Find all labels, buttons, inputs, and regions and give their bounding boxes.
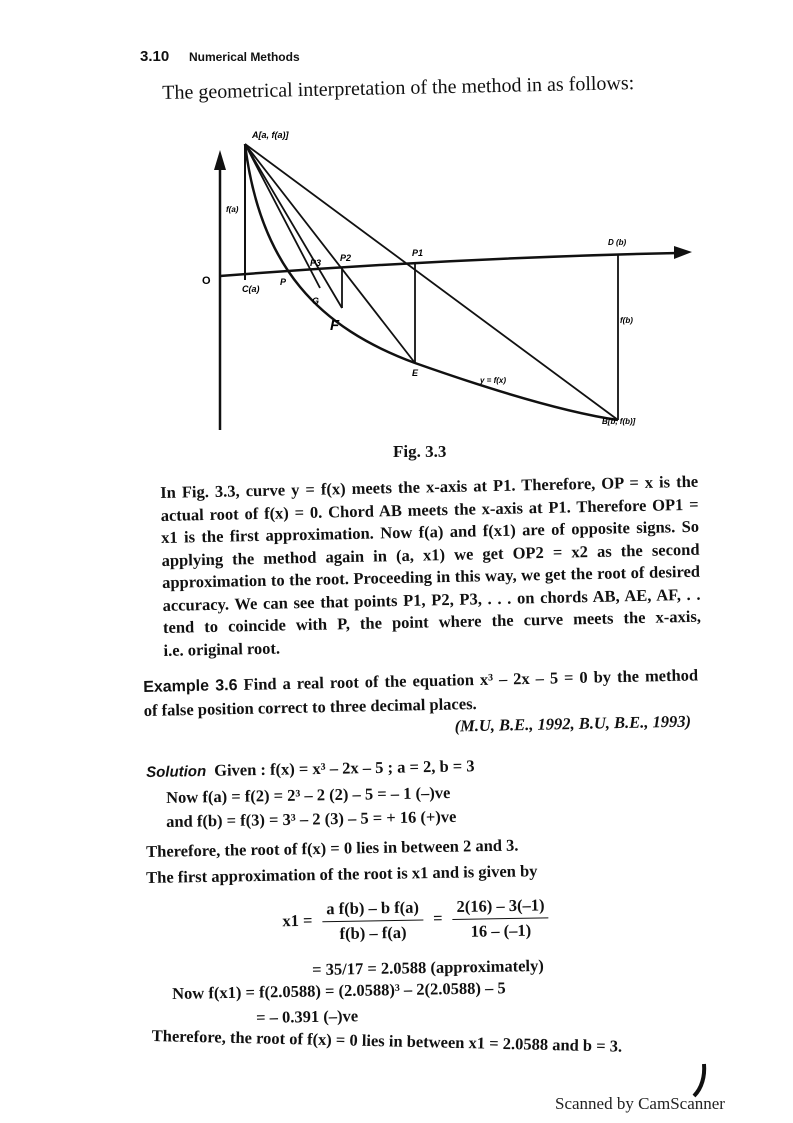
fraction-2-denominator: 16 – (–1): [470, 920, 532, 941]
solution-fb: and f(b) = f(3) = 3³ – 2 (3) – 5 = + 16 (+)ve: [166, 806, 457, 831]
label-fb: f(b): [620, 316, 633, 325]
label-e: E: [412, 368, 419, 378]
fraction-1-numerator: a f(b) – b f(a): [322, 898, 423, 923]
y-axis-arrow: [214, 150, 226, 170]
solution-therefore-2: Therefore, the root of f(x) = 0 lies in between x1 = 2.0588 and b = 3.: [151, 1026, 623, 1056]
fraction-1-denominator: f(b) – f(a): [339, 922, 407, 943]
chord-af: [245, 144, 342, 308]
label-p2: P2: [340, 253, 352, 263]
label-f: F: [330, 317, 340, 334]
paragraph-line: x1 is the first approximation. Now f(a) and f(x1) are of opposite signs. So: [160, 516, 700, 547]
camscanner-watermark: Scanned by CamScanner: [555, 1094, 725, 1113]
label-o: O: [202, 275, 211, 287]
label-p3: P3: [310, 258, 322, 268]
paragraph-explanation: [160, 471, 702, 662]
x-axis-arrow: [674, 246, 692, 259]
example-reference: (M.U, B.E., 1992, B.U, B.E., 1993): [454, 711, 692, 736]
label-d: D (b): [608, 238, 627, 247]
solution-label: Solution: [146, 762, 207, 781]
formula-lhs: x1 =: [282, 910, 313, 931]
figure-3-3: [190, 118, 710, 438]
formula-fraction-2: [452, 895, 549, 942]
formula-fraction-1: [322, 898, 423, 945]
solution-given: Given : f(x) = x³ – 2x – 5 ; a = 2, b = 3: [213, 756, 475, 780]
label-p1: P1: [412, 248, 424, 258]
paragraph-line: tend to coincide with P, the point where the curve meets the x-axis,: [162, 606, 702, 637]
chord-ab: [245, 144, 618, 420]
figure-caption: Fig. 3.3: [393, 442, 447, 461]
paragraph-line: i.e. original root.: [163, 638, 281, 660]
solution-fa: Now f(a) = f(2) = 2³ – 2 (2) – 5 = – 1 (–)ve: [166, 783, 451, 807]
label-b: B[b, f(b)]: [602, 417, 636, 426]
paragraph-line: accuracy. We can see that points P1, P2, P3, . . . on chords AB, AE, AF, . .: [162, 584, 701, 615]
page-header: [140, 48, 300, 66]
paragraph-line: applying the method again in (a, x1) we get OP2 = x2 as the second: [161, 539, 700, 570]
solution-therefore-1: Therefore, the root of f(x) = 0 lies in between 2 and 3.: [146, 835, 519, 861]
margin-mark: [690, 1062, 710, 1098]
solution-fx1-value: = – 0.391 (–)ve: [256, 1006, 359, 1027]
paragraph-line: approximation to the root. Proceeding in this way, we get the root of desired: [161, 561, 701, 592]
label-a: A[a, f(a)]: [252, 130, 289, 140]
intro-text: The geometrical interpretation of the method in as follows:: [162, 72, 635, 104]
example-label: Example 3.6: [143, 677, 238, 696]
paragraph-line: actual root of f(x) = 0. Chord AB meets the x-axis at P1. Therefore OP1 =: [160, 494, 699, 525]
solution-given-row: [146, 756, 475, 782]
label-p: P: [280, 277, 287, 287]
solution-first-approx: The first approximation of the root is x1 and is given by: [146, 861, 538, 887]
solution-result: = 35/17 = 2.0588 (approximately): [312, 955, 544, 979]
section-title: Numerical Methods: [188, 50, 300, 64]
example-3-6: [143, 664, 699, 744]
chord-ag: [245, 144, 320, 288]
example-line1: Find a real root of the equation x³ – 2x – 5 = 0 by the method: [243, 665, 699, 694]
formula-x1: [282, 895, 555, 945]
label-g: G: [312, 296, 320, 306]
fraction-2-numerator: 2(16) – 3(–1): [452, 895, 548, 920]
formula-equals: =: [433, 908, 443, 928]
example-line2: of false position correct to three decimal places.: [143, 693, 477, 720]
solution-fx1: Now f(x1) = f(2.0588) = (2.0588)³ – 2(2.0588) – 5: [172, 978, 506, 1003]
paragraph-line: In Fig. 3.3, curve y = f(x) meets the x-axis at P1. Therefore, OP = x is the: [160, 471, 699, 502]
label-curve: y = f(x): [480, 376, 507, 385]
label-ca: C(a): [242, 284, 260, 294]
page-number: 3.10: [140, 48, 170, 65]
label-fa: f(a): [226, 205, 239, 214]
